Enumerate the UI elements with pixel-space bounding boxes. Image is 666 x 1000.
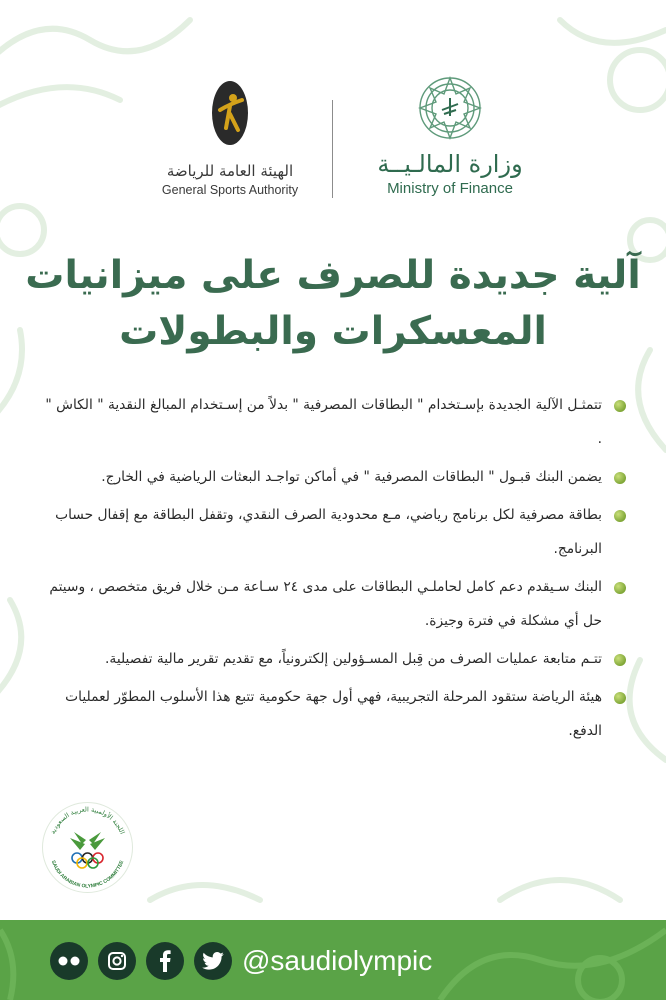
instagram-icon[interactable] [98,942,136,980]
gsa-emblem-icon [208,78,252,148]
bullet-dot-icon [614,400,626,412]
header-logos [0,70,666,210]
gsa-logo [140,70,320,197]
title-line-1: آلية جديدة للصرف على ميزانيات [25,253,641,298]
olympic-logo-arabic: اللجنة الأولمبية العربية السعودية [48,805,127,836]
facebook-icon[interactable] [146,942,184,980]
bullet-dot-icon [614,472,626,484]
flickr-icon[interactable] [50,942,88,980]
mof-arabic-name: وزارة المالـيــة [377,150,523,178]
twitter-icon[interactable] [194,942,232,980]
olympic-logo-english: SAUDI ARABIAN OLYMPIC COMMITTEE [49,859,126,890]
bullet-dot-icon [614,654,626,666]
gsa-arabic-name: الهيئة العامة للرياضة [166,162,294,180]
list-item: تتمثـل الآلية الجديدة بإسـتخدام " البطاقات المصرفية " بدلاً من إسـتخدام المبالغ النقدية " الكاش " . [40,388,626,456]
list-item: هيئة الرياضة ستقود المرحلة التجريبية، فهي أول جهة حكومية تتبع هذا الأسلوب المطوّر لعمليات الدفع. [40,680,626,748]
footer-bar [0,920,666,1000]
bullet-dot-icon [614,582,626,594]
page-title [20,248,646,360]
social-icons [50,942,232,980]
list-item: يضمن البنك قبـول " البطاقات المصرفية " في أماكن تواجـد البعثات الرياضية في الخارج. [40,460,626,494]
olympic-committee-logo [40,800,135,895]
mof-english-name: Ministry of Finance [387,180,513,197]
bullet-list [40,388,626,752]
bullet-dot-icon [614,510,626,522]
mof-emblem-icon [416,74,484,142]
bullet-dot-icon [614,692,626,704]
logo-divider [332,100,333,198]
list-item: تتـم متابعة عمليات الصرف من قِبل المسـؤولين إلكترونياً، مع تقديم تقرير مالية تفصيلية. [40,642,626,676]
gsa-english-name: General Sports Authority [161,183,299,197]
mof-logo [360,70,540,197]
list-item: البنك سـيقدم دعم كامل لحاملـي البطاقات على مدى ٢٤ سـاعة مـن خلال فريق متخصص ، وسيتم حل أي مشكلة في فترة وجيزة. [40,570,626,638]
social-handle[interactable]: @saudiolympic [242,945,433,976]
list-item: بطاقة مصرفية لكل برنامج رياضي، مـع محدودية الصرف النقدي، وتقفل البطاقة مع إقفال حساب البرنامج. [40,498,626,566]
title-line-2: المعسكرات والبطولات [119,309,547,354]
